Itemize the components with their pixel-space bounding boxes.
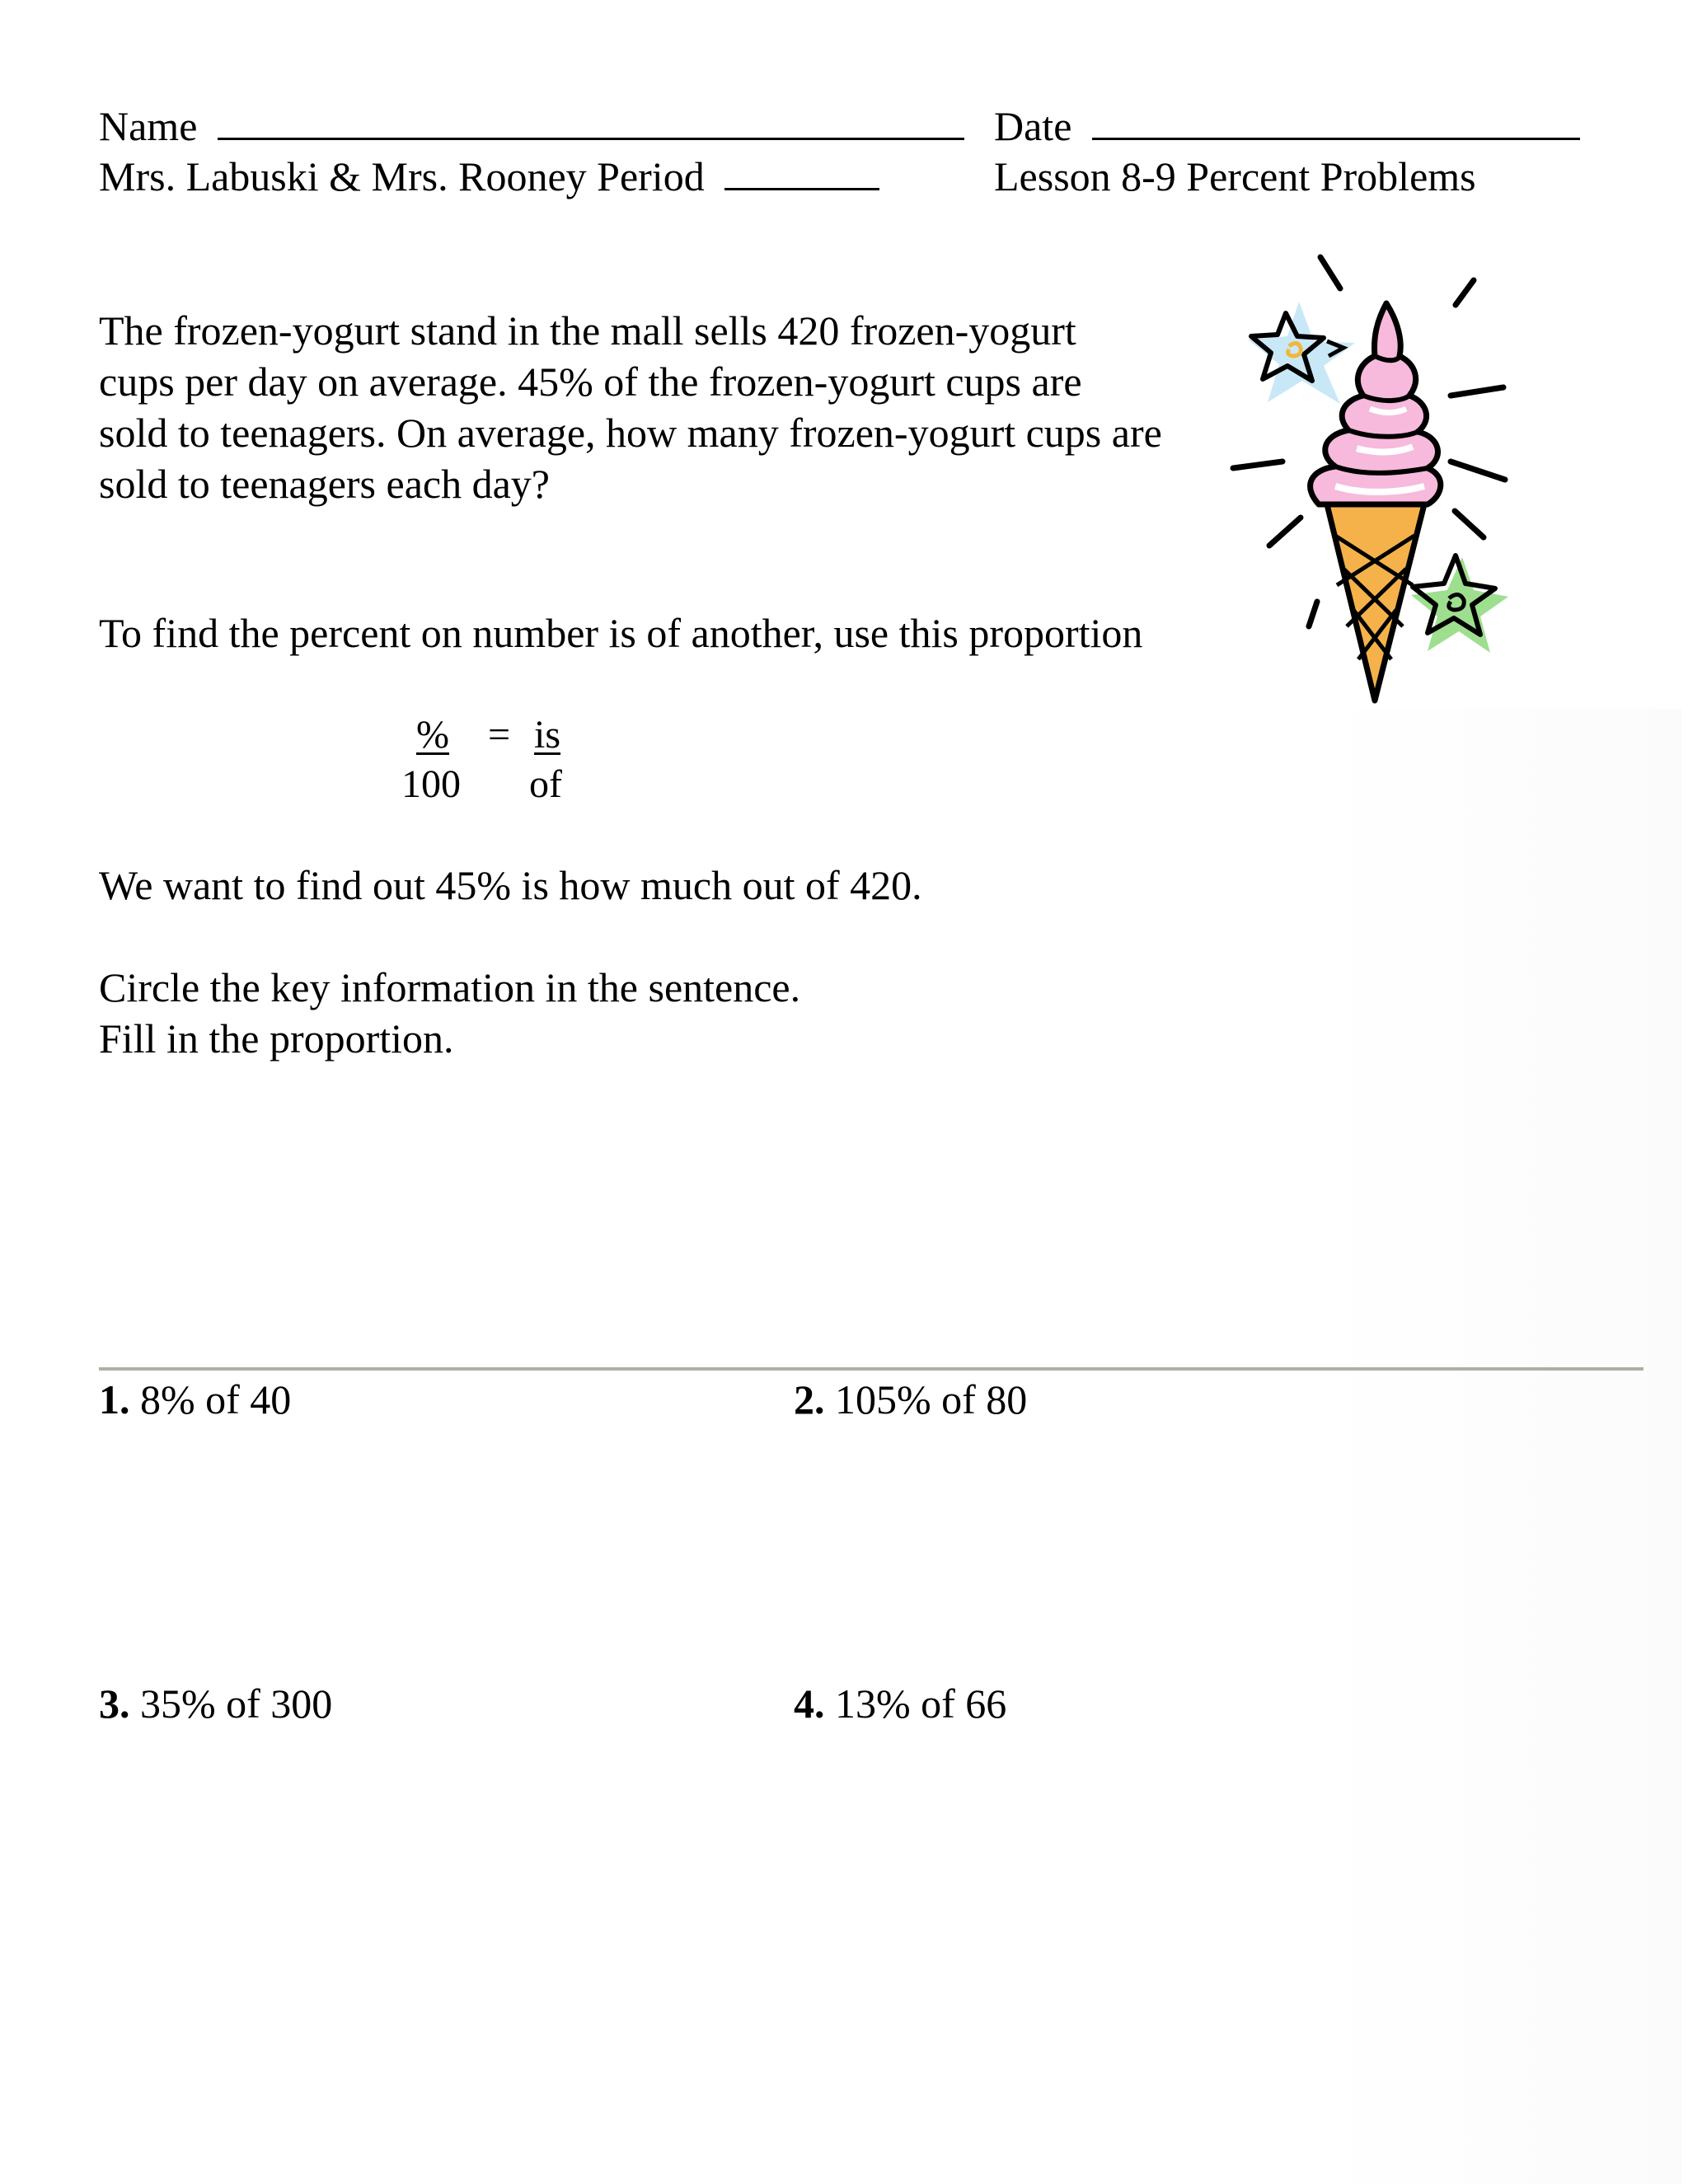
blue-star-icon (1248, 302, 1355, 404)
ice-cream-cone-icon (1212, 239, 1525, 733)
step-line: Fill in the proportion. (99, 1015, 454, 1062)
steps (99, 962, 800, 1064)
date-label: Date (994, 103, 1072, 149)
word-problem (99, 305, 1162, 509)
teacher-period-row (99, 151, 879, 202)
exercise-1 (99, 1374, 291, 1425)
lesson-title: Lesson 8-9 Percent Problems (994, 153, 1476, 199)
date-blank[interactable] (1092, 101, 1580, 140)
name-label: Name (99, 103, 198, 149)
goal-statement: We want to find out 45% is how much out of 420. (99, 862, 922, 908)
date-row (994, 101, 1580, 152)
page-shading (1319, 709, 1681, 2184)
exercise-text: 8% of 40 (129, 1376, 292, 1422)
problem-line: cups per day on average. 45% of the frozen-yogurt cups are (99, 359, 1082, 405)
name-blank[interactable] (218, 101, 964, 140)
teacher-period-label: Mrs. Labuski & Mrs. Rooney Period (99, 153, 705, 199)
green-star-icon (1411, 555, 1508, 653)
problem-line: The frozen-yogurt stand in the mall sells 420 frozen-yogurt (99, 307, 1076, 354)
problem-line: sold to teenagers. On average, how many frozen-yogurt cups are (99, 410, 1162, 456)
exercise-3 (99, 1678, 332, 1729)
exercise-number: 2. (794, 1376, 825, 1422)
exercise-2 (794, 1374, 1027, 1425)
period-blank[interactable] (724, 152, 879, 190)
exercise-text: 13% of 66 (824, 1680, 1007, 1727)
section-divider (99, 1367, 1643, 1371)
yogurt-swirl-icon (1311, 303, 1441, 504)
exercise-text: 105% of 80 (824, 1376, 1028, 1422)
exercise-4 (794, 1678, 1006, 1729)
problem-line: sold to teenagers each day? (99, 461, 550, 507)
proportion-denominator-left: 100 (401, 762, 461, 806)
exercise-number: 3. (99, 1680, 130, 1727)
exercise-text: 35% of 300 (129, 1680, 333, 1727)
proportion-numerator-right: is (534, 713, 561, 757)
proportion-instruction: To find the percent on number is of another, use this proportion (99, 610, 1143, 656)
proportion-numerator-left: % (416, 713, 449, 757)
exercise-number: 1. (99, 1376, 130, 1422)
proportion-equals: = (488, 713, 511, 757)
proportion-denominator-right: of (529, 762, 562, 806)
exercise-number: 4. (794, 1680, 825, 1727)
step-line: Circle the key information in the sentence. (99, 964, 801, 1010)
cone-icon (1327, 504, 1424, 701)
name-row (99, 101, 964, 152)
